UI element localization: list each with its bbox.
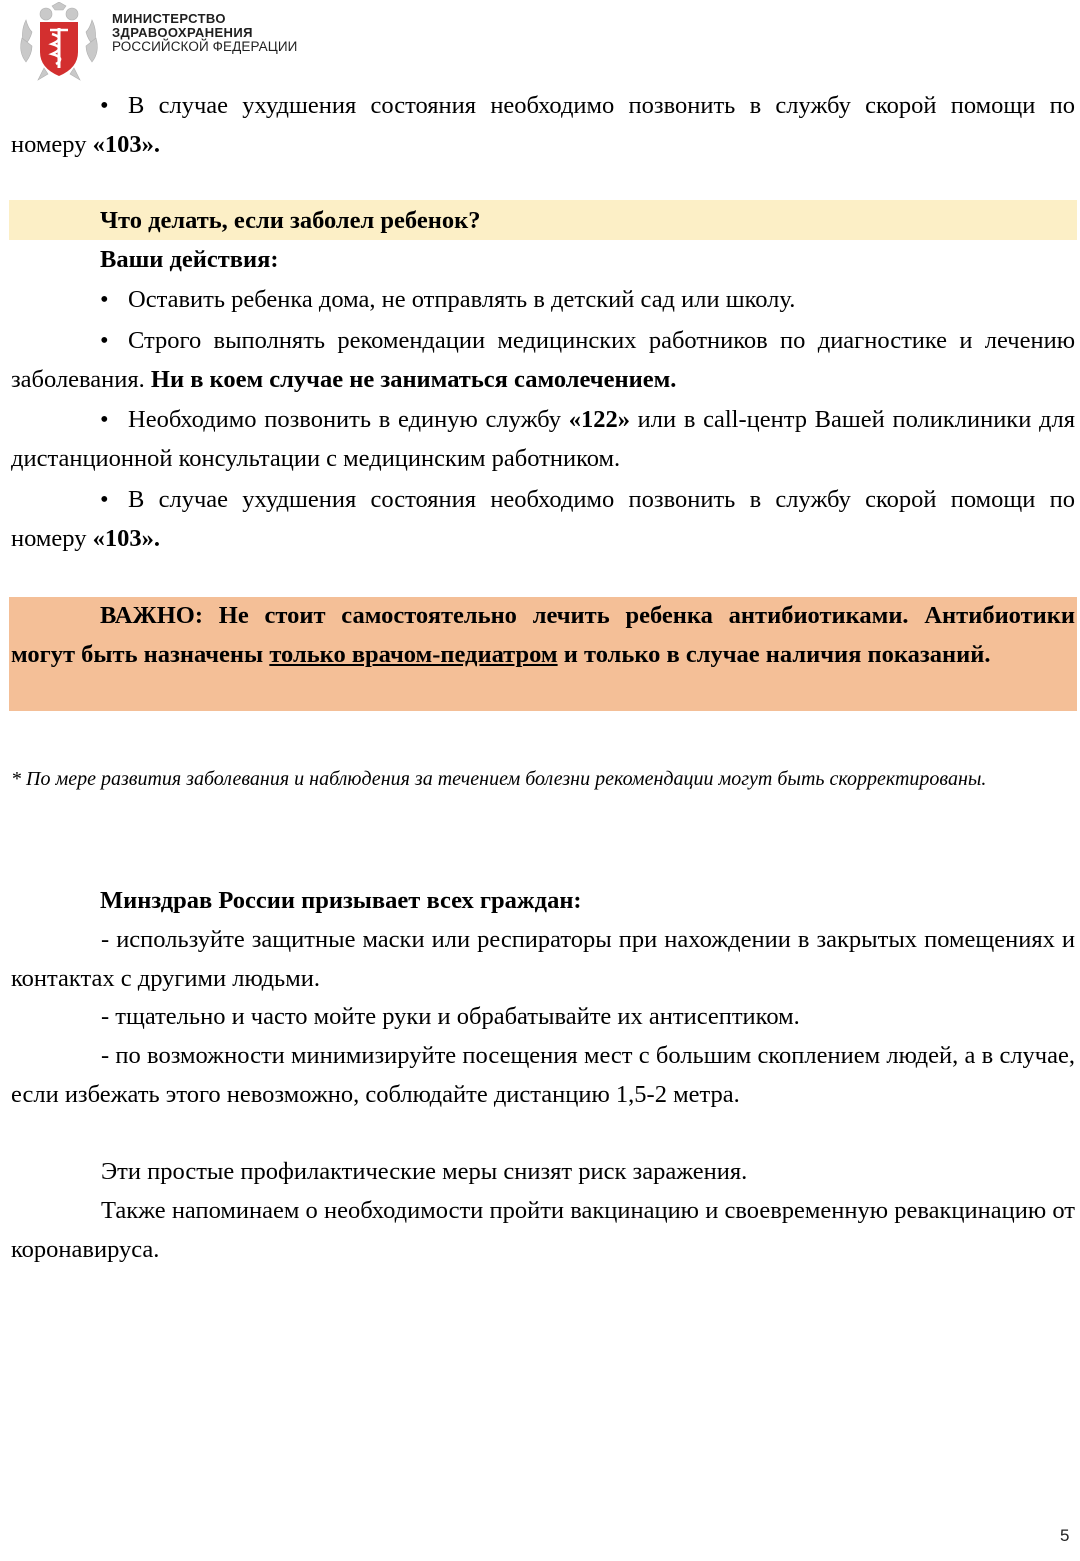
top-bullet-number: «103». bbox=[92, 131, 160, 158]
appeal-item-1-text: - используйте защитные маски или респираторы при нахождении в закрытых помещениях и контактах с другими людьми. bbox=[11, 926, 1075, 992]
top-bullet-paragraph bbox=[11, 86, 1075, 164]
child-section-heading bbox=[11, 201, 1075, 240]
child-item-2-text: Строго выполнять рекомендации медицинских работников по диагностике и лечению заболевания. bbox=[11, 327, 1075, 393]
appeal-item-3 bbox=[11, 1036, 1075, 1114]
appeal-heading-text: Минздрав России призывает всех граждан: bbox=[100, 887, 582, 914]
important-text-a: ВАЖНО: Не стоит самостоятельно лечить ребенка антибиотиками. Антибиотики могут быть назначены bbox=[11, 602, 1075, 668]
child-section-subheading-text: Ваши действия: bbox=[100, 246, 279, 273]
child-item-4-text: В случае ухудшения состояния необходимо позвонить в службу скорой помощи по номеру bbox=[11, 486, 1075, 552]
appeal-closing-2-text: Также напоминаем о необходимости пройти вакцинацию и своевременную ревакцинацию от коронавируса. bbox=[11, 1197, 1075, 1263]
top-bullet-text: В случае ухудшения состояния необходимо позвонить в службу скорой помощи по номеру bbox=[11, 92, 1075, 158]
child-item-2 bbox=[11, 321, 1075, 399]
ministry-name-line2: ЗДРАВООХРАНЕНИЯ bbox=[112, 25, 253, 40]
appeal-closing-1 bbox=[11, 1152, 1075, 1191]
appeal-closing-1-text: Эти простые профилактические меры снизят риск заражения. bbox=[101, 1158, 748, 1185]
child-item-1 bbox=[11, 280, 1075, 319]
ministry-name-line3: РОССИЙСКОЙ ФЕДЕРАЦИИ bbox=[112, 39, 298, 54]
ministry-name-line1: МИНИСТЕРСТВО bbox=[112, 11, 226, 26]
page-header bbox=[16, 0, 436, 84]
child-item-4 bbox=[11, 480, 1075, 558]
appeal-item-3-text: - по возможности минимизируйте посещения мест с большим скоплением людей, а в случае, если избежать этого невозможно, соблюдайте дистанцию 1,5-2 метра. bbox=[11, 1042, 1075, 1108]
bullet-icon: • bbox=[100, 486, 109, 513]
child-item-4-number: «103». bbox=[92, 525, 160, 552]
page-number: 5 bbox=[1060, 1526, 1070, 1545]
bullet-icon: • bbox=[100, 286, 109, 313]
important-text-b: и только в случае наличия показаний. bbox=[557, 641, 991, 668]
child-section-heading-text: Что делать, если заболел ребенок? bbox=[100, 207, 481, 234]
bullet-icon: • bbox=[100, 327, 109, 354]
appeal-heading bbox=[11, 881, 1075, 920]
child-section-subheading bbox=[11, 240, 1075, 279]
ministry-emblem-icon bbox=[16, 2, 102, 82]
appeal-item-1 bbox=[11, 920, 1075, 998]
child-item-3 bbox=[11, 400, 1075, 478]
appeal-item-2-text: - тщательно и часто мойте руки и обрабатывайте их антисептиком. bbox=[101, 1003, 800, 1030]
footnote: * По мере развития заболевания и наблюдения за течением болезни рекомендации могут быть скорректированы. bbox=[11, 768, 987, 790]
child-item-2-bold: Ни в коем случае не заниматься самолечением. bbox=[150, 366, 677, 393]
bullet-icon: • bbox=[100, 92, 109, 119]
important-notice bbox=[11, 596, 1075, 674]
ministry-name bbox=[112, 12, 297, 54]
child-item-3-text-a: Необходимо позвонить в единую службу bbox=[128, 406, 569, 433]
child-item-3-number: «122» bbox=[568, 406, 630, 433]
appeal-item-2 bbox=[11, 997, 1075, 1036]
appeal-closing-2 bbox=[11, 1191, 1075, 1269]
child-item-1-text: Оставить ребенка дома, не отправлять в детский сад или школу. bbox=[128, 286, 796, 313]
child-item-3-text-b: или в call-центр Вашей поликлиники для дистанционной консультации с медицинским работником. bbox=[11, 406, 1075, 472]
important-text-underlined: только врачом-педиатром bbox=[269, 641, 558, 668]
bullet-icon: • bbox=[100, 406, 109, 433]
